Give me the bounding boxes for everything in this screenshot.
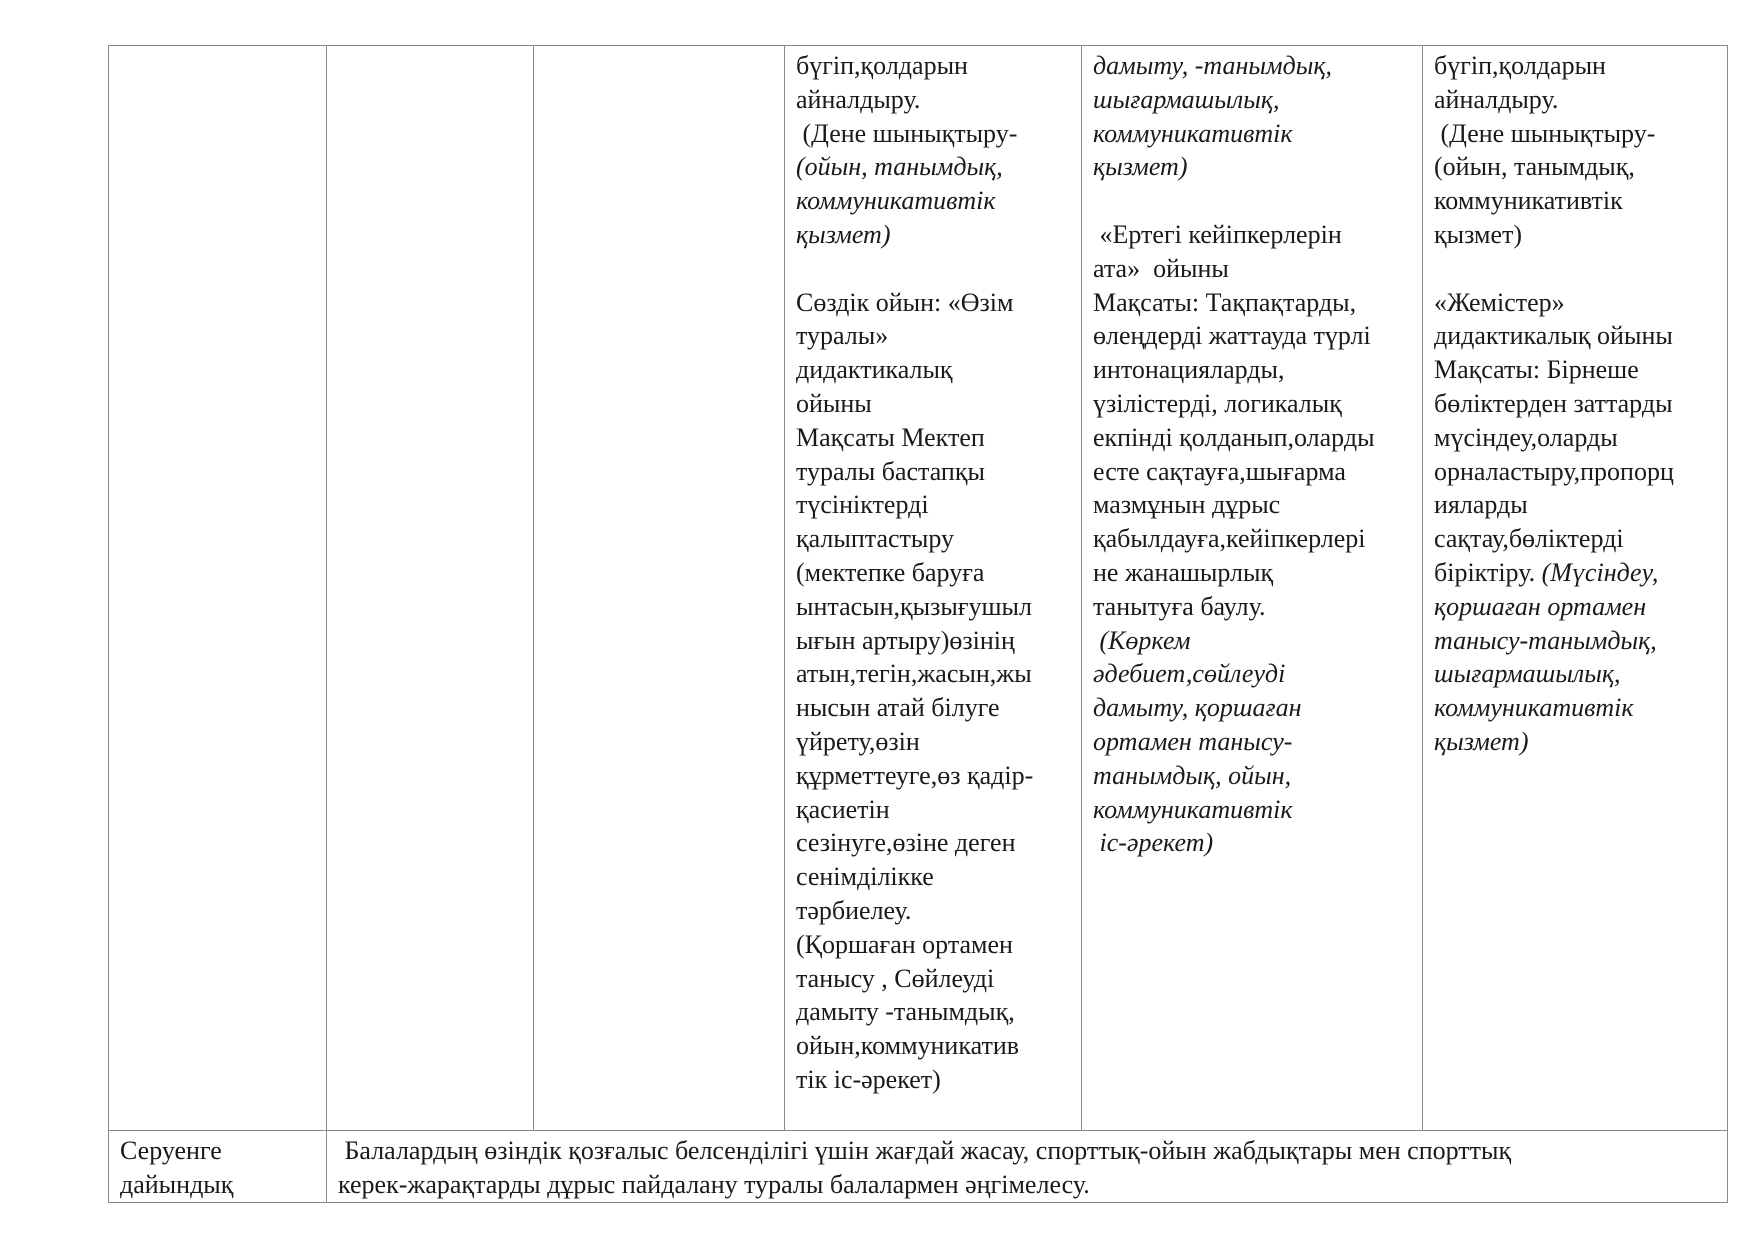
cell-text-line: «Жемістер» [1434,287,1565,317]
cell-text-line: есте сақтауға,шығарма [1093,456,1346,486]
cell-text-line: (мектепке баруға [796,557,985,587]
cell-text-line: туралы бастапқы [796,456,985,486]
cell-text-line: қоршаған ортамен [1434,591,1647,621]
blank-line [1434,252,1716,286]
cell-text-line: тік іс-әрекет) [796,1064,941,1094]
cell-text-line: Мақсаты Мектеп [796,422,985,452]
cell-text-line: Мақсаты: Бірнеше [1434,355,1639,385]
cell-text-line: әдебиет,сөйлеуді [1093,659,1286,689]
cell-text-line: айналдыру. [1434,84,1559,114]
cell-text-line: Мақсаты: Тақпақтарды, [1093,287,1357,317]
cell-text-line: мүсіндеу,оларды [1434,422,1618,452]
cell-text-line: танымдық, ойын, [1093,760,1292,790]
cell-text-line: бөліктерден заттарды [1434,388,1673,418]
cell-text-line: (Дене шынықтыру- [796,118,1018,148]
cell-text-line: қызмет) [1093,152,1188,182]
cell-text-line: үйрету,өзін [796,726,920,756]
walk-label-line: дайындық [120,1169,234,1199]
cell-text-line: (Қоршаған ортамен [796,929,1013,959]
table-cell-monday-activities [785,46,1082,1131]
table-row [109,46,1728,1131]
cell-text-line: қалыптастыру [796,524,955,554]
table-cell-empty [327,46,534,1131]
cell-text-line: ияларды [1434,490,1528,520]
cell-text-line: дамыту, қоршаған [1093,693,1302,723]
table-cell-tuesday-activities [1082,46,1423,1131]
cell-text-line: (ойын, танымдық, [796,152,1003,182]
cell-text-italic: (Мүсіндеу, [1541,557,1659,587]
cell-text-line: сақтау,бөліктерді [1434,524,1624,554]
cell-text-line: коммуникативтік [796,186,996,216]
cell-text-line: қабылдауға,кейіпкерлері [1093,524,1366,554]
cell-text-line: нысын атай білуге [796,693,1000,723]
cell-text-line: сезінуге,өзіне деген [796,828,1016,858]
cell-text-line: бүгіп,қолдарын [796,51,968,80]
cell-text-line: танысу-танымдық, [1434,625,1657,655]
cell-text-line: айналдыру. [796,84,921,114]
table-row-walk-preparation [109,1131,1728,1203]
cell-text-line: іс-әрекет) [1093,828,1214,858]
cell-text-line: ортамен танысу- [1093,726,1293,756]
cell-text-line: ынтасын,қызығушыл [796,591,1032,621]
table-cell-wednesday-activities [1423,46,1728,1131]
cell-text-line: біріктіру. (Мүсіндеу, [1434,557,1659,587]
cell-text-line: коммуникативтік [1093,794,1293,824]
activity-plan-table [108,45,1728,1203]
walk-preparation-label [109,1131,327,1203]
cell-text-line: дидактикалық [796,355,953,385]
cell-text-line: тәрбиелеу. [796,895,912,925]
cell-text-line: атын,тегін,жасын,жы [796,659,1032,689]
table-cell-empty [534,46,785,1131]
table-cell-label [109,46,327,1131]
walk-text-line: Балалардың өзіндік қозғалыс белсенділігі үшін жағдай жасау, спорттық-ойын жабдықтары мен спорттық [338,1136,1512,1165]
blank-line [1093,184,1411,218]
cell-text-line: сенімділікке [796,862,934,892]
cell-text-line: құрметтеуге,өз қадір- [796,760,1034,790]
cell-text-line: туралы» [796,321,889,351]
cell-text-line: танысу , Сөйлеуді [796,963,995,993]
cell-text-line: орналастыру,пропорц [1434,456,1674,486]
cell-text-line: интонацияларды, [1093,355,1285,385]
cell-text-line: түсініктерді [796,490,929,520]
cell-text-line: ата» ойыны [1093,253,1229,283]
cell-text-line: «Ертегі кейіпкерлерін [1093,219,1342,249]
cell-text-line: қызмет) [796,219,891,249]
cell-text-line: екпінді қолданып,оларды [1093,422,1375,452]
blank-line [796,252,1070,286]
cell-text-line: (ойын, танымдық, [1434,152,1635,182]
cell-text-line: (Көркем [1093,625,1191,655]
cell-text-line: бүгіп,қолдарын [1434,51,1606,80]
cell-text-line: қасиетін [796,794,890,824]
cell-text-line: мазмұнын дұрыс [1093,490,1281,520]
cell-text-line: коммуникативтік [1434,186,1623,216]
cell-text-line: коммуникативтік [1093,118,1293,148]
cell-text-line: коммуникативтік [1434,693,1634,723]
cell-text-line: қызмет) [1434,219,1523,249]
cell-text-line: не жанашырлық [1093,557,1274,587]
cell-text-line: ойыны [796,388,872,418]
cell-text-line: дидактикалық ойыны [1434,321,1673,351]
cell-text-line: үзілістерді, логикалық [1093,388,1342,418]
cell-text-line: танытуға баулу. [1093,591,1266,621]
cell-text-line: ығын артыру)өзінің [796,625,1015,655]
cell-text-line: шығармашылық, [1093,84,1280,114]
cell-text-line: ойын,коммуникатив [796,1031,1020,1061]
walk-text-line: керек-жарақтарды дұрыс пайдалану туралы балалармен әңгімелесу. [338,1169,1090,1199]
cell-text-line: шығармашылық, [1434,659,1621,689]
cell-text-line: дамыту, -танымдық, [1093,51,1333,80]
cell-text-line: дамыту -танымдық, [796,997,1015,1027]
cell-text-line: қызмет) [1434,726,1529,756]
walk-preparation-text [327,1131,1728,1203]
cell-text-line: (Дене шынықтыру- [1434,118,1656,148]
cell-text-line: Сөздік ойын: «Өзім [796,287,1014,317]
walk-label-line: Серуенге [120,1136,222,1165]
cell-text-line: өлеңдерді жаттауда түрлі [1093,321,1371,351]
